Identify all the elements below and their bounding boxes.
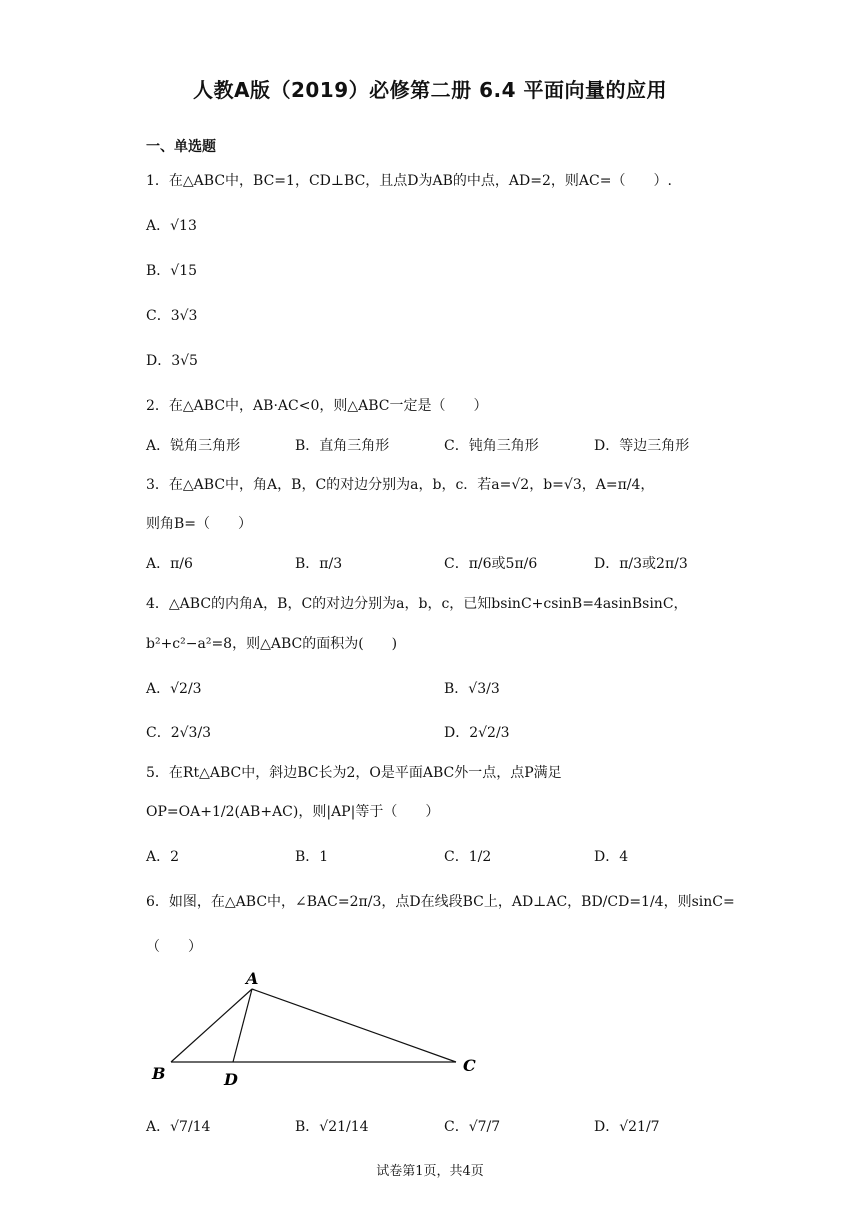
- segment-ad: [233, 989, 252, 1062]
- question-3-option-b: B．π/3: [295, 556, 343, 572]
- page-footer: 试卷第1页，共4页: [376, 1164, 484, 1179]
- question-3-stem: 3．在△ABC中，角A，B，C的对边分别为a，b，c．若a=√2，b=√3，A=π/4，: [146, 477, 655, 493]
- segment-ac: [252, 989, 456, 1062]
- question-6-stem-2: （ ）: [146, 939, 202, 955]
- question-6-stem: 6．如图，在△ABC中，∠BAC=2π/3，点D在线段BC上，AD⊥AC，BD/CD=1/4，则sinC=: [146, 894, 735, 910]
- question-4-stem-2: b²+c²−a²=8，则△ABC的面积为( ): [146, 636, 398, 652]
- question-5-option-b: B．1: [295, 849, 329, 865]
- question-3-option-d: D．π/3或2π/3: [594, 556, 688, 572]
- question-6-option-a: A．√7/14: [146, 1119, 211, 1135]
- triangle-figure: [140, 960, 500, 1090]
- vertex-label-d: D: [224, 1070, 238, 1089]
- question-6-option-c: C．√7/7: [444, 1119, 501, 1135]
- segment-ab: [171, 989, 252, 1062]
- question-4-option-a: A．√2/3: [146, 681, 202, 697]
- question-2-option-b: B．直角三角形: [295, 438, 390, 454]
- question-1-option-d: D．3√5: [146, 353, 198, 369]
- question-3-option-c: C．π/6或5π/6: [444, 556, 538, 572]
- question-5-stem-2: OP=OA+1/2(AB+AC)，则|AP|等于（ ）: [146, 804, 440, 820]
- question-4-option-b: B．√3/3: [444, 681, 500, 697]
- vertex-label-a: A: [246, 969, 259, 988]
- page-title: 人教A版（2019）必修第二册 6.4 平面向量的应用: [193, 78, 667, 102]
- question-4-option-c: C．2√3/3: [146, 725, 212, 741]
- question-1-stem: 1．在△ABC中，BC=1，CD⊥BC，且点D为AB的中点，AD=2，则AC=（ ）.: [146, 173, 672, 189]
- vertex-label-b: B: [152, 1064, 166, 1083]
- question-6-option-b: B．√21/14: [295, 1119, 369, 1135]
- question-1-option-a: A．√13: [146, 218, 197, 234]
- question-6-option-d: D．√21/7: [594, 1119, 660, 1135]
- question-2-option-a: A．锐角三角形: [146, 438, 241, 454]
- question-3-stem-2: 则角B=（ ）: [146, 516, 253, 532]
- question-2-stem: 2．在△ABC中，AB·AC<0，则△ABC一定是（ ）: [146, 398, 488, 414]
- question-5-option-c: C．1/2: [444, 849, 492, 865]
- question-5-option-a: A．2: [146, 849, 180, 865]
- question-5-stem: 5．在Rt△ABC中，斜边BC长为2，O是平面ABC外一点，点P满足: [146, 765, 562, 781]
- vertex-label-c: C: [463, 1056, 476, 1075]
- question-3-option-a: A．π/6: [146, 556, 193, 572]
- question-5-option-d: D．4: [594, 849, 629, 865]
- question-4-stem: 4．△ABC的内角A，B，C的对边分别为a，b，c，已知bsinC+csinB=4asinBsinC，: [146, 596, 688, 612]
- question-1-option-b: B．√15: [146, 263, 198, 279]
- question-2-option-c: C．钝角三角形: [444, 438, 539, 454]
- question-4-option-d: D．2√2/3: [444, 725, 510, 741]
- question-1-option-c: C．3√3: [146, 308, 198, 324]
- question-2-option-d: D．等边三角形: [594, 438, 690, 454]
- section-heading: 一、单选题: [146, 139, 216, 155]
